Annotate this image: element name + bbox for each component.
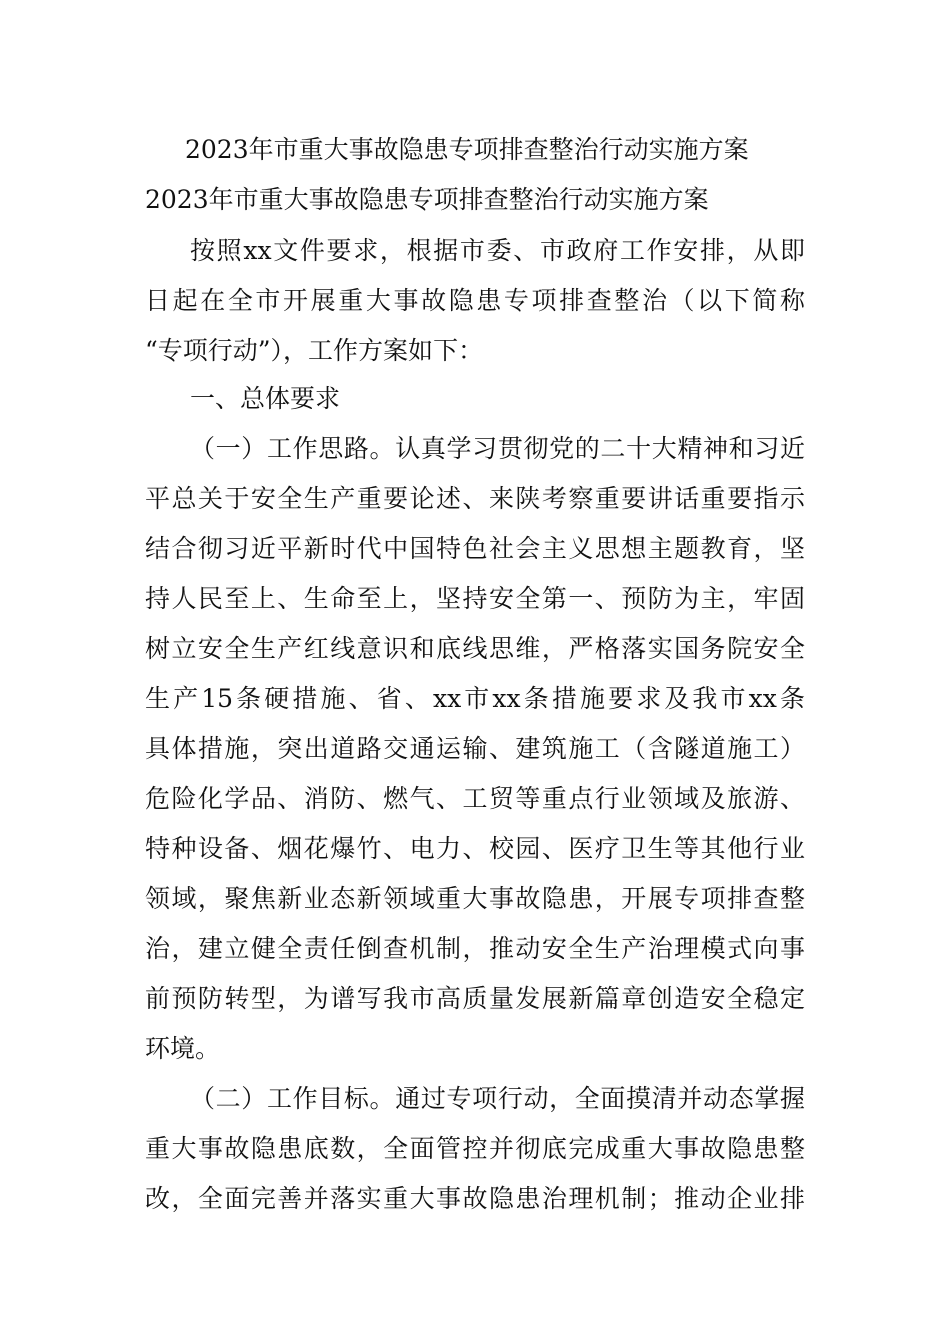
paragraph-line: 改，全面完善并落实重大事故隐患治理机制；推动企业排: [145, 1184, 805, 1213]
paragraph-line: 治，建立健全责任倒查机制，推动安全生产治理模式向事: [145, 934, 805, 963]
document-title-repeat: 2023年市重大事故隐患专项排查整治行动实施方案: [145, 185, 709, 214]
paragraph-line: 持人民至上、生命至上，坚持安全第一、预防为主，牢固: [145, 584, 805, 613]
paragraph-line: （一）工作思路。认真学习贯彻党的二十大精神和习近: [190, 434, 805, 463]
paragraph-line: 领域，聚焦新业态新领域重大事故隐患，开展专项排查整: [145, 884, 805, 913]
paragraph-line: 树立安全生产红线意识和底线思维，严格落实国务院安全: [145, 634, 805, 663]
document-title: 2023年市重大事故隐患专项排查整治行动实施方案: [185, 135, 749, 164]
paragraph-line: 危险化学品、消防、燃气、工贸等重点行业领域及旅游、: [145, 784, 805, 813]
paragraph-line: 前预防转型，为谱写我市高质量发展新篇章创造安全稳定: [145, 984, 805, 1013]
paragraph-line: “专项行动”），工作方案如下：: [145, 336, 484, 365]
paragraph-line: 按照xx文件要求，根据市委、市政府工作安排，从即: [190, 236, 805, 265]
paragraph-line: 平总关于安全生产重要论述、来陕考察重要讲话重要指示: [145, 484, 805, 513]
section-heading: 一、总体要求: [190, 384, 341, 413]
paragraph-line: 日起在全市开展重大事故隐患专项排查整治（以下简称: [145, 286, 805, 315]
paragraph-line: 重大事故隐患底数，全面管控并彻底完成重大事故隐患整: [145, 1134, 805, 1163]
paragraph-line: 特种设备、烟花爆竹、电力、校园、医疗卫生等其他行业: [145, 834, 805, 863]
paragraph-line: 生产15条硬措施、省、xx市xx条措施要求及我市xx条: [145, 684, 805, 713]
paragraph-line: 结合彻习近平新时代中国特色社会主义思想主题教育，坚: [145, 534, 805, 563]
paragraph-line: （二）工作目标。通过专项行动，全面摸清并动态掌握: [190, 1084, 805, 1113]
paragraph-line: 具体措施，突出道路交通运输、建筑施工（含隧道施工）: [145, 734, 805, 763]
paragraph-line: 环境。: [145, 1034, 221, 1063]
